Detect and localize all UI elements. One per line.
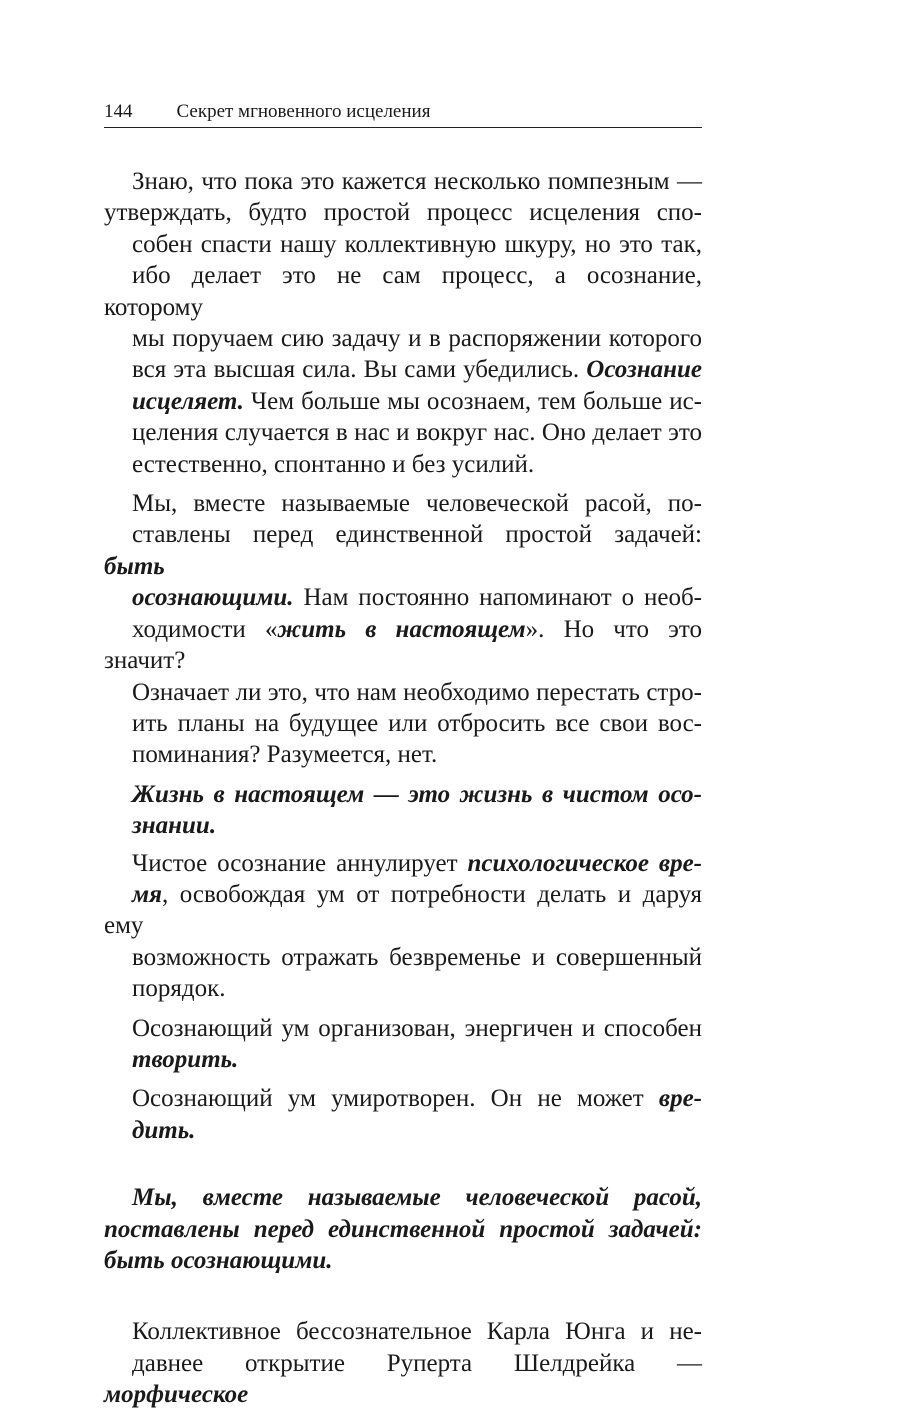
text-segment: ». Но что это значит?: [104, 615, 702, 675]
text-line: [104, 848, 702, 879]
paragraph-2: [104, 488, 702, 771]
text-line: естественно, спонтанно и без усилий.: [132, 450, 535, 478]
text-segment: Чистое осознание аннулирует: [132, 849, 468, 877]
quote-line: быть осознающими.: [104, 1247, 333, 1274]
emphasis-text: мя: [132, 880, 163, 908]
paragraph-6: [104, 1083, 702, 1146]
text-line: Жизнь в настоящем — это жизнь в чистом осо-: [132, 780, 702, 808]
pull-quote: [104, 1182, 702, 1276]
text-segment: Осознающий ум умиротворен. Он не может: [132, 1085, 659, 1113]
text-line: утверждать, будто простой процесс исцеления спо-: [104, 199, 702, 227]
emphasis-text: вре-: [658, 1085, 702, 1113]
text-segment: давнее открытие Руперта Шелдрейка —: [132, 1349, 702, 1377]
emphasis-text: морфическое: [104, 1381, 249, 1409]
text-line: [104, 1348, 702, 1411]
text-line: творить.: [132, 1045, 239, 1073]
text-line: дить.: [132, 1116, 196, 1144]
paragraph-1: [104, 166, 702, 480]
text-line: целения случается в нас и вокруг нас. Оно делает это: [132, 419, 702, 447]
text-line: [104, 519, 702, 582]
text-line: порядок.: [132, 975, 226, 1003]
text-line: [104, 614, 702, 677]
book-title: Секрет мгновенного исцеления: [176, 101, 431, 122]
text-segment: ходимости «: [132, 615, 278, 643]
text-line: Знаю, что пока это кажется несколько помпезным —: [132, 168, 702, 195]
body-text: [104, 166, 702, 1411]
text-line: возможность отражать безвременье и совершенный: [132, 943, 702, 971]
page-number: 144: [104, 101, 133, 122]
text-line: Мы, вместе называемые человеческой расой, по-: [132, 490, 702, 518]
text-line: Осознающий ум организован, энергичен и способен: [132, 1014, 702, 1042]
text-segment: Чем больше мы осознаем, тем больше ис-: [243, 387, 702, 415]
text-line: знании.: [132, 812, 217, 840]
emphasis-text: психологическое вре-: [467, 849, 702, 877]
text-line: ить планы на будущее или отбросить все свои вос-: [132, 709, 702, 737]
paragraph-3: [104, 779, 702, 842]
paragraph-7: [104, 1316, 702, 1410]
emphasis-text: быть: [104, 552, 165, 580]
text-line: собен спасти нашу коллективную шкуру, но это так,: [132, 230, 702, 258]
emphasis-text: исцеляет.: [132, 387, 244, 415]
text-line: [104, 1083, 702, 1114]
text-line: ибо делает это не сам процесс, а осознание, которому: [104, 262, 702, 321]
text-line: мы поручаем сию задачу и в распоряжении которого: [132, 325, 702, 353]
text-line: [104, 354, 702, 385]
paragraph-5: [104, 1013, 702, 1076]
paragraph-4: [104, 848, 702, 1005]
text-line: поминания? Разумеется, нет.: [132, 741, 438, 769]
book-page: [104, 100, 702, 1419]
emphasis-text: Осознание: [586, 356, 702, 384]
text-line: [104, 386, 702, 417]
text-segment: ставлены перед единственной простой задачей:: [132, 521, 702, 549]
text-line: [104, 879, 702, 942]
running-header: [104, 100, 702, 128]
text-segment: Нам постоянно напоминают о необ-: [293, 584, 702, 612]
quote-line: Мы, вместе называемые человеческой расой,: [132, 1184, 702, 1212]
text-line: Означает ли это, что нам необходимо перестать стро-: [132, 678, 702, 706]
emphasis-text: осознающими.: [132, 584, 294, 612]
text-line: [104, 582, 702, 613]
text-segment: вся эта высшая сила. Вы сами убедились.: [132, 356, 587, 384]
emphasis-text: жить в настоящем: [277, 615, 526, 643]
text-segment: , освобождая ум от потребности делать и даруя ему: [104, 880, 702, 940]
text-line: Коллективное бессознательное Карла Юнга и не-: [132, 1318, 702, 1346]
quote-line: поставлены перед единственной простой задачей:: [104, 1215, 702, 1243]
